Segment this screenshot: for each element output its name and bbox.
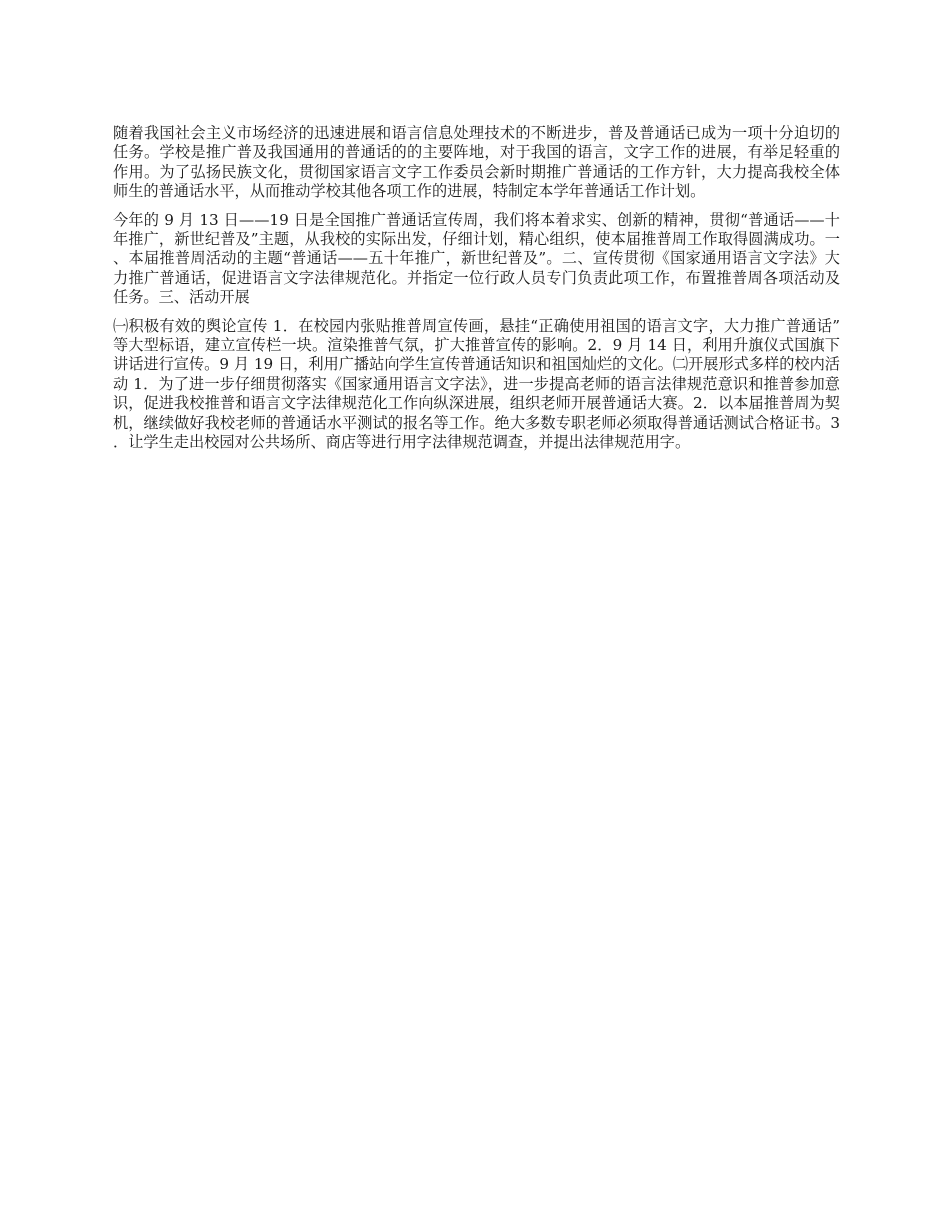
paragraph-activities: ㈠积极有效的舆论宣传 1．在校园内张贴推普周宣传画，悬挂“正确使用祖国的语言文字，大力推广普通话”等大型标语，建立宣传栏一块。渲染推普气氛，扩大推普宣传的影响。2．9 月 14 日，利用升旗仪式国旗下讲话进行宣传。9 月 19 日，利用广播站向学生宣传普通话知识和祖国灿烂的文化。㈡开展形式多样的校内活动 1．为了进一步仔细贯彻落实《国家通用语言文字法》，进一步提高老师的语言法律规范意识和推普参加意识，促进我校推普和语言文字法律规范化工作向纵深进展，组织老师开展普通话大赛。2．以本届推普周为契机，继续做好我校老师的普通话水平测试的报名等工作。绝大多数专职老师必须取得普通话测试合格证书。3．让学生走出校园对公共场所、商店等进行用字法律规范调查，并提出法律规范用字。 — [113, 316, 840, 452]
paragraph-intro: 随着我国社会主义市场经济的迅速进展和语言信息处理技术的不断进步，普及普通话已成为一项十分迫切的任务。学校是推广普及我国通用的普通话的的主要阵地，对于我国的语言，文字工作的进展，有举足轻重的作用。为了弘扬民族文化，贯彻国家语言文字工作委员会新时期推广普通话的工作方针，大力提高我校全体师生的普通话水平，从而推动学校其他各项工作的进展，特制定本学年普通话工作计划。 — [113, 124, 840, 201]
document-body — [113, 124, 840, 462]
paragraph-promotion-week: 今年的 9 月 13 日——19 日是全国推广普通话宣传周，我们将本着求实、创新的精神，贯彻“普通话——十年推广，新世纪普及”主题，从我校的实际出发，仔细计划，精心组织，使本届推普周工作取得圆满成功。一、本届推普周活动的主题“普通话——五十年推广，新世纪普及”。二、宣传贯彻《国家通用语言文字法》大力推广普通话，促进语言文字法律规范化。并指定一位行政人员专门负责此项工作，布置推普周各项活动及任务。三、活动开展 — [113, 210, 840, 307]
